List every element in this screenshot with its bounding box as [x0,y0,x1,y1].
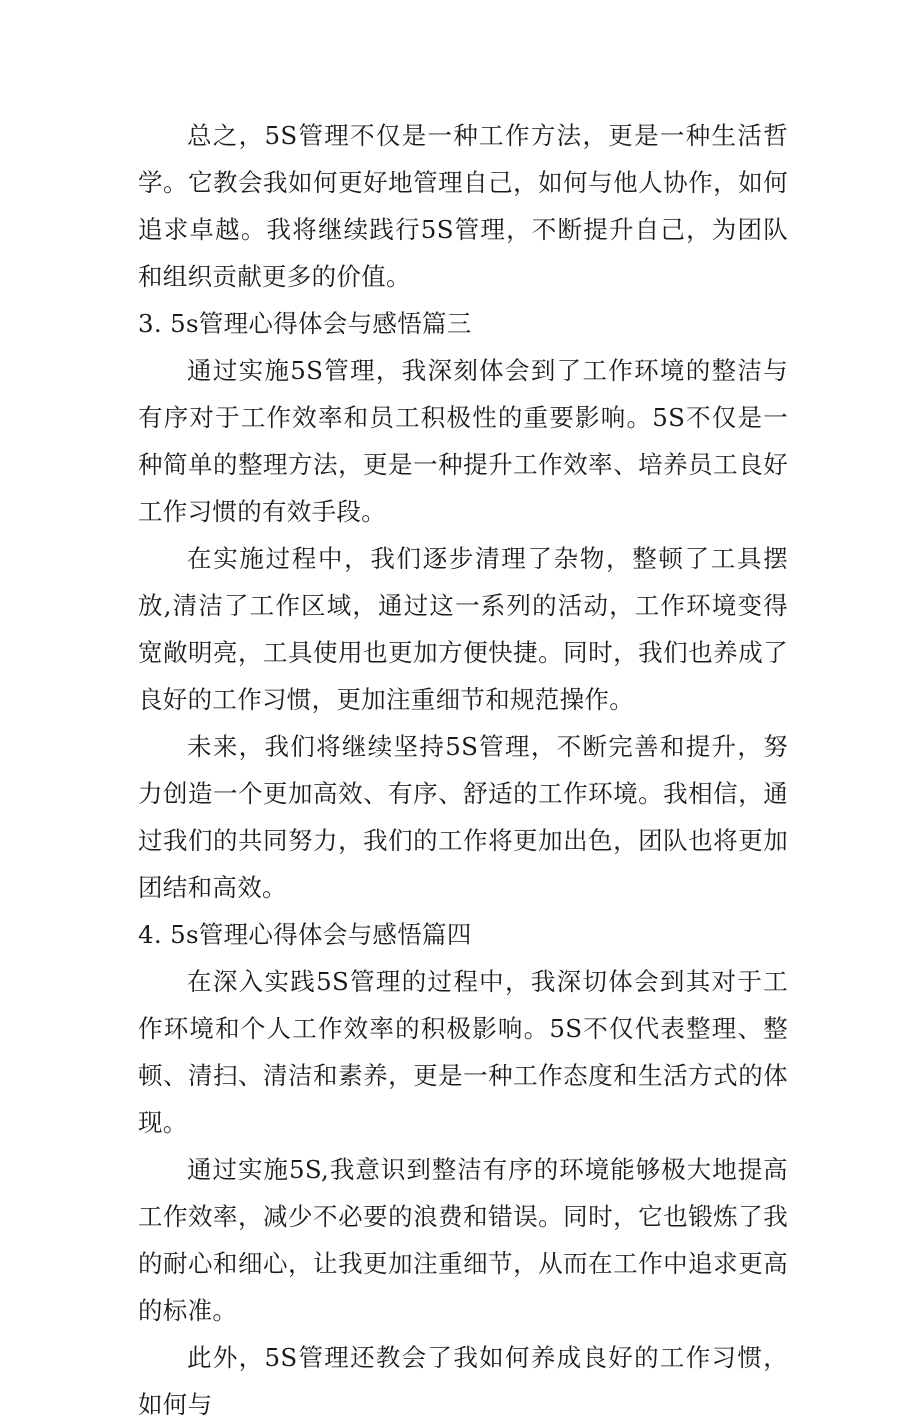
section-heading-3: 3. 5s管理心得体会与感悟篇三 [138,309,472,338]
paragraph-section3-future: 未来，我们将继续坚持5S管理，不断完善和提升，努力创造一个更加高效、有序、舒适的工作环境。我相信，通过我们的共同努力，我们的工作将更加出色，团队也将更加团结和高效。 [138,732,788,902]
document-page [138,112,788,1428]
paragraph-section3-process: 在实施过程中，我们逐步清理了杂物，整顿了工具摆放,清洁了工作区域，通过这一系列的活动，工作环境变得宽敞明亮，工具使用也更加方便快捷。同时，我们也养成了良好的工作习惯，更加注重细节和规范操作。 [138,544,788,714]
paragraph-conclusion: 总之，5S管理不仅是一种工作方法，更是一种生活哲学。它教会我如何更好地管理自己，如何与他人协作，如何追求卓越。我将继续践行5S管理，不断提升自己，为团队和组织贡献更多的价值。 [138,121,788,291]
section-heading-4: 4. 5s管理心得体会与感悟篇四 [138,920,472,949]
paragraph-section4-intro: 在深入实践5S管理的过程中，我深切体会到其对于工作环境和个人工作效率的积极影响。5S不仅代表整理、整顿、清扫、清洁和素养，更是一种工作态度和生活方式的体现。 [138,967,788,1137]
paragraph-section3-intro: 通过实施5S管理，我深刻体会到了工作环境的整洁与有序对于工作效率和员工积极性的重要影响。5S不仅是一种简单的整理方法，更是一种提升工作效率、培养员工良好工作习惯的有效手段。 [138,356,788,526]
paragraph-section4-habits: 此外，5S管理还教会了我如何养成良好的工作习惯，如何与 [138,1343,788,1419]
paragraph-section4-efficiency: 通过实施5S,我意识到整洁有序的环境能够极大地提高工作效率，减少不必要的浪费和错误。同时，它也锻炼了我的耐心和细心，让我更加注重细节，从而在工作中追求更高的标准。 [138,1155,788,1325]
